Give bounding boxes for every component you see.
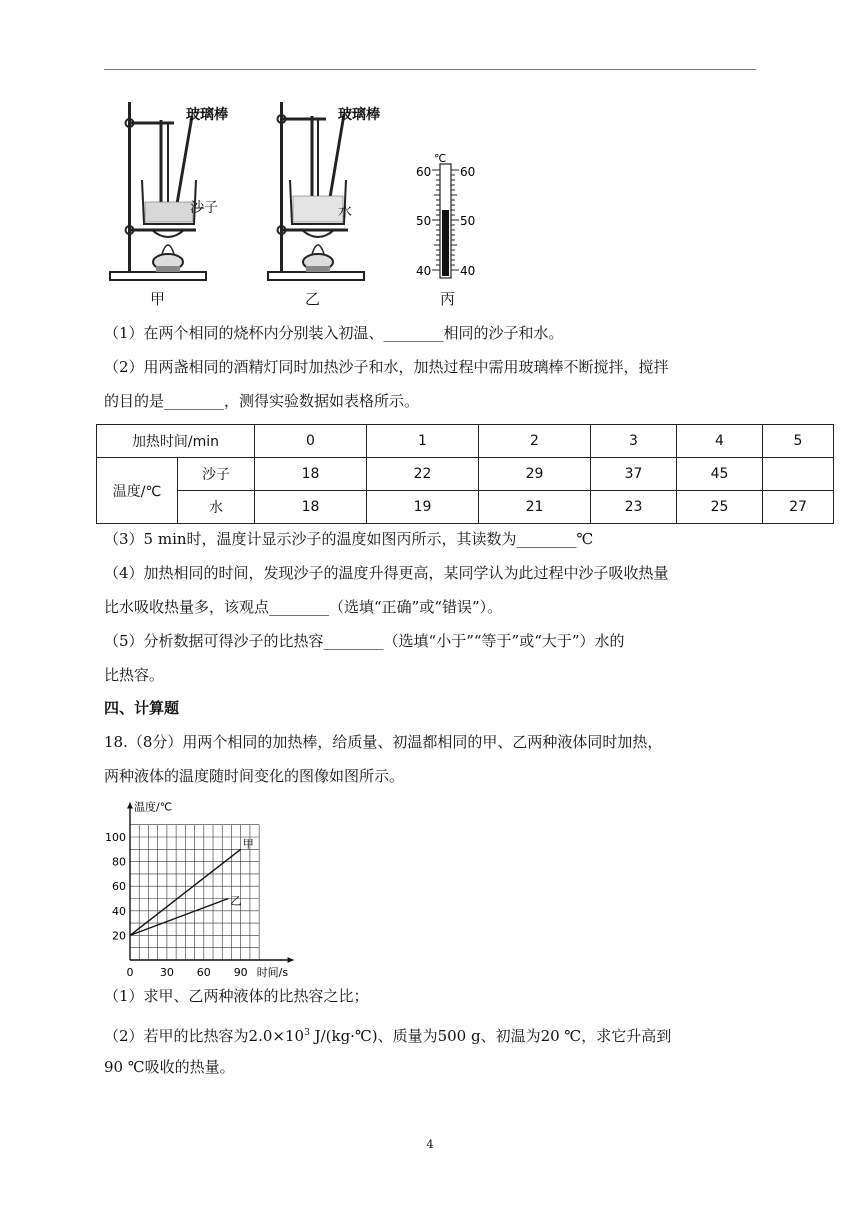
table-time-cell: 2 bbox=[479, 425, 591, 458]
x-tick-label: 30 bbox=[159, 966, 174, 979]
thermo-label-50-right: 50 bbox=[460, 214, 476, 228]
table-row bbox=[97, 425, 834, 458]
x-axis-label: 时间/s bbox=[256, 966, 289, 979]
jia-content-label: 沙子 bbox=[190, 200, 218, 216]
table-row-name: 沙子 bbox=[178, 458, 255, 491]
apparatus-yi-figure bbox=[262, 96, 402, 286]
yi-rod-label: 玻璃棒 bbox=[338, 107, 380, 123]
thermo-label-60-left: 60 bbox=[416, 165, 432, 179]
table-row bbox=[97, 458, 834, 491]
thermometer-unit: ℃ bbox=[434, 152, 447, 165]
q18-sub2-pre: （2）若甲的比热容为2.0×10 bbox=[104, 1027, 305, 1045]
table-temp-label: 温度/℃ bbox=[97, 458, 178, 524]
table-cell: 23 bbox=[591, 491, 677, 524]
thermometer-figure bbox=[404, 150, 494, 280]
x-axis-arrow bbox=[288, 957, 294, 963]
table-cell: 29 bbox=[479, 458, 591, 491]
table-cell: 18 bbox=[255, 458, 367, 491]
x-tick-label: 0 bbox=[126, 966, 134, 979]
table-cell: 45 bbox=[677, 458, 763, 491]
page-number: 4 bbox=[426, 1138, 434, 1151]
series-label: 乙 bbox=[230, 894, 242, 908]
q18-sub1: （1）求甲、乙两种液体的比热容之比； bbox=[104, 987, 369, 1005]
table-cell: 21 bbox=[479, 491, 591, 524]
q18-sub2-post: J/(kg·℃)、质量为500 g、初温为20 ℃，求它升高到 bbox=[309, 1027, 672, 1045]
q17-part2a: （2）用两盏相同的酒精灯同时加热沙子和水，加热过程中需用玻璃棒不断搅拌，搅拌 bbox=[104, 358, 669, 376]
table-time-cell: 3 bbox=[591, 425, 677, 458]
table-cell: 37 bbox=[591, 458, 677, 491]
apparatus-jia-figure bbox=[104, 96, 244, 286]
thermometer-liquid bbox=[442, 210, 449, 276]
section-title: 四、计算题 bbox=[104, 699, 180, 717]
table-cell: 18 bbox=[255, 491, 367, 524]
x-tick-label: 60 bbox=[196, 966, 211, 979]
table-time-cell: 1 bbox=[367, 425, 479, 458]
series-label: 甲 bbox=[242, 837, 254, 851]
yi-content-label: 水 bbox=[338, 204, 352, 220]
y-tick-label: 100 bbox=[105, 831, 126, 844]
thermo-label-40-right: 40 bbox=[460, 264, 476, 278]
q18-intro-a: 18.（8分）用两个相同的加热棒，给质量、初温都相同的甲、乙两种液体同时加热， bbox=[104, 733, 663, 751]
table-row-name: 水 bbox=[178, 491, 255, 524]
series-line-1 bbox=[130, 899, 228, 936]
q17-part5b: 比热容。 bbox=[104, 666, 165, 684]
table-cell: 25 bbox=[677, 491, 763, 524]
table-cell: 22 bbox=[367, 458, 479, 491]
x-tick-label: 90 bbox=[233, 966, 248, 979]
q18-sub2 bbox=[104, 1022, 671, 1047]
y-axis-label: 温度/℃ bbox=[134, 800, 173, 814]
table-cell: 27 bbox=[763, 491, 834, 524]
jia-caption: 甲 bbox=[150, 290, 166, 308]
q17-part5a: （5）分析数据可得沙子的比热容________（选填“小于”“等于”或“大于”）水的 bbox=[104, 632, 625, 650]
temperature-time-chart bbox=[104, 792, 314, 982]
q18-sub2b: 90 ℃吸收的热量。 bbox=[104, 1058, 235, 1076]
y-tick-label: 20 bbox=[112, 929, 126, 943]
yi-caption: 乙 bbox=[305, 290, 321, 308]
q17-part1: （1）在两个相同的烧杯内分别装入初温、________相同的沙子和水。 bbox=[104, 324, 564, 342]
q17-part4b: 比水吸收热量多，该观点________（选填“正确”或“错误”）。 bbox=[104, 598, 503, 616]
thermo-label-50-left: 50 bbox=[416, 214, 432, 228]
table-time-cell: 5 bbox=[763, 425, 834, 458]
thermo-label-40-left: 40 bbox=[416, 264, 432, 278]
y-tick-label: 80 bbox=[112, 855, 126, 869]
bing-caption: 丙 bbox=[440, 290, 456, 308]
jia-rod-label: 玻璃棒 bbox=[186, 107, 228, 123]
table-cell bbox=[763, 458, 834, 491]
table-time-cell: 0 bbox=[255, 425, 367, 458]
y-axis-arrow bbox=[127, 803, 133, 809]
y-tick-label: 60 bbox=[112, 880, 126, 894]
q17-part3: （3）5 min时，温度计显示沙子的温度如图丙所示，其读数为________℃ bbox=[104, 530, 594, 548]
q18-intro-b: 两种液体的温度随时间变化的图像如图所示。 bbox=[104, 767, 405, 785]
table-row bbox=[97, 491, 834, 524]
thermo-label-60-right: 60 bbox=[460, 165, 476, 179]
header-rule bbox=[104, 69, 756, 70]
table-time-cell: 4 bbox=[677, 425, 763, 458]
table-cell: 19 bbox=[367, 491, 479, 524]
data-table bbox=[96, 424, 834, 524]
q18-sub2-exp: 3 bbox=[304, 1028, 310, 1038]
y-tick-label: 40 bbox=[112, 904, 126, 918]
q17-part2b: 的目的是________，测得实验数据如表格所示。 bbox=[104, 392, 420, 410]
q17-part4a: （4）加热相同的时间，发现沙子的温度升得更高，某同学认为此过程中沙子吸收热量 bbox=[104, 564, 669, 582]
table-header-label: 加热时间/min bbox=[97, 425, 255, 458]
